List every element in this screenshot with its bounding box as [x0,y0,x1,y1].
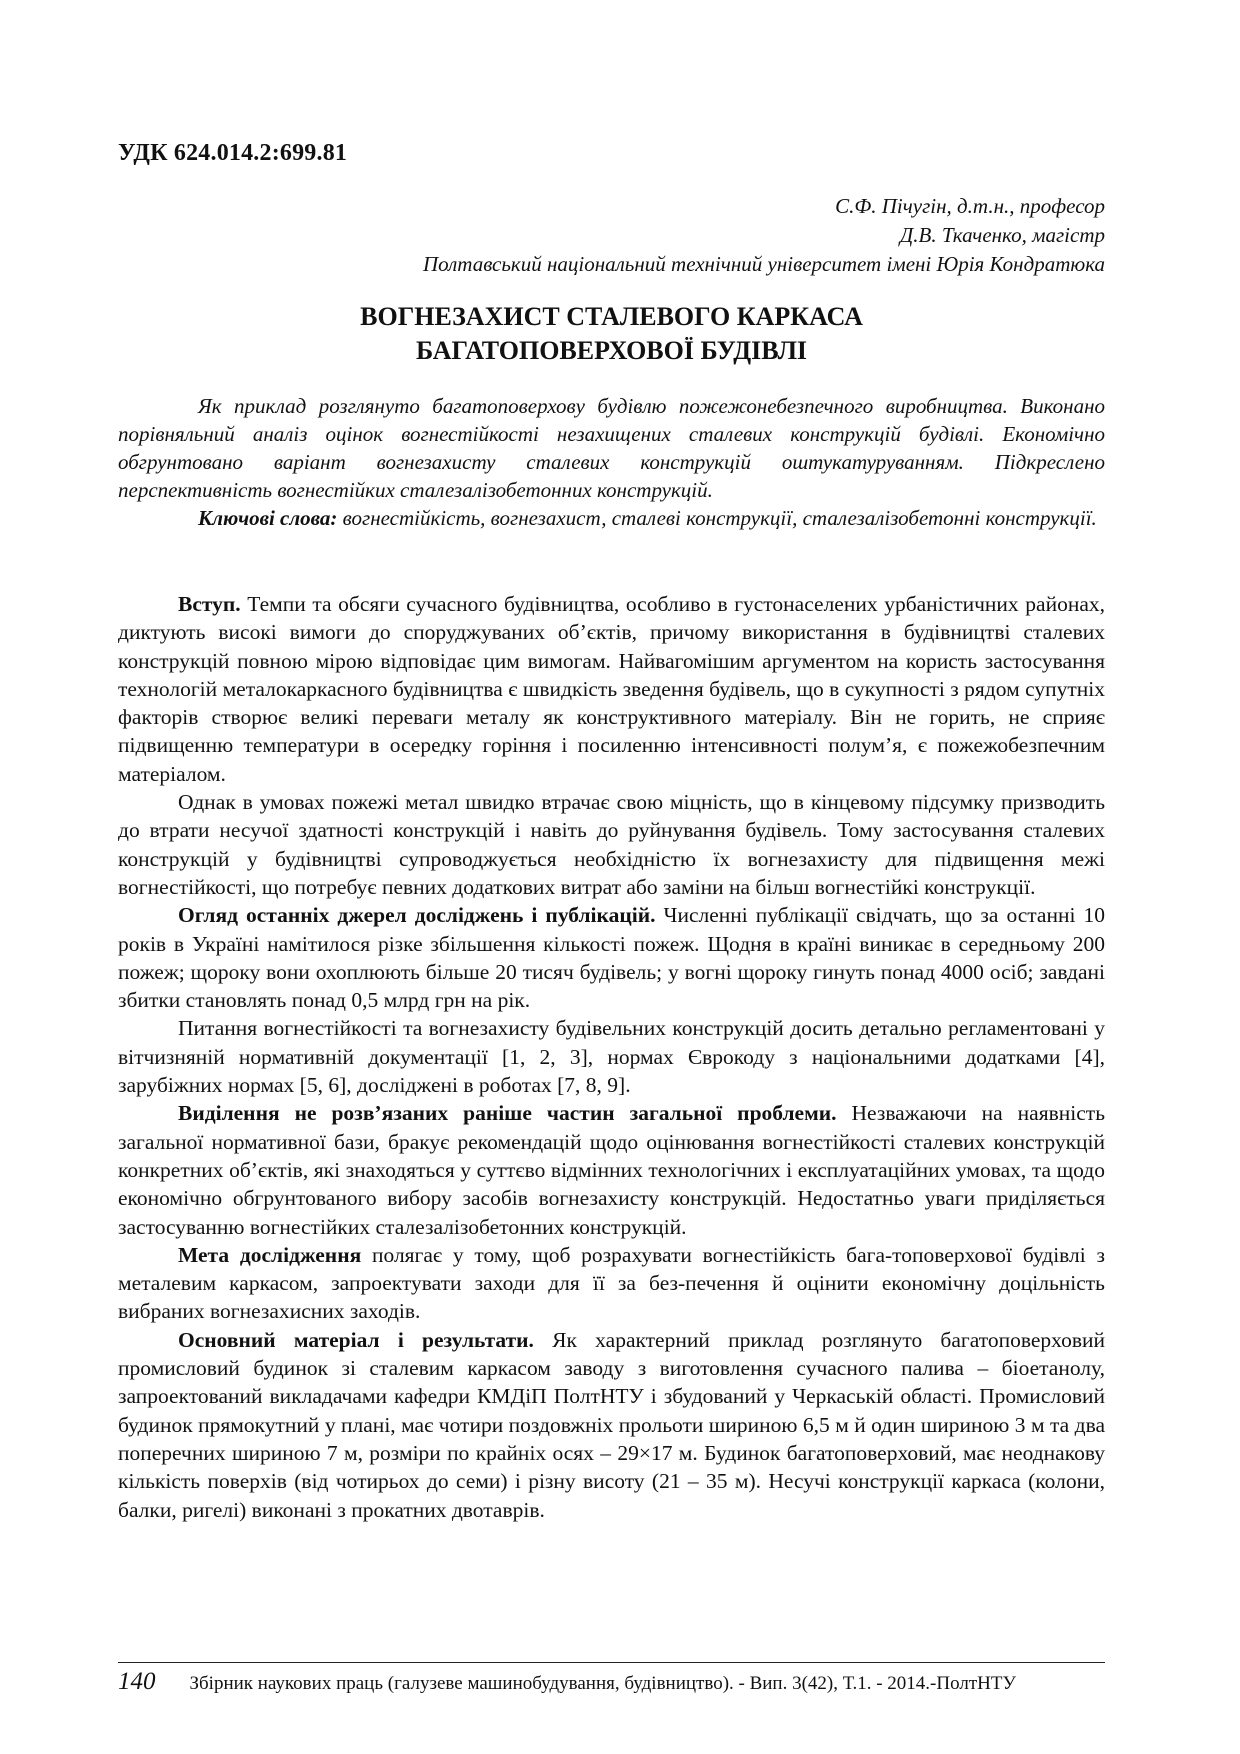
paragraph-4 [118,1014,1105,1099]
paragraph-text: Темпи та обсяги сучасного будівництва, особливо в густонаселених урбаністичних районах, диктують високі вимоги до споруджуваних об’єктів, причому використання в будівництві сталевих конструкцій повною мірою відповідає цим вимогам. Найвагомішим аргументом на користь застосування технологій металокаркасного будівництва є швидкість зведення будівель, що в сукупності з рядом супутніх факторів створює великі переваги металу як конструктивного матеріалу. Він не горить, не сприяє підвищенню температури в осередку горіння і посиленню інтенсивності полум’я, є пожежобезпечним матеріалом. [118,592,1105,786]
keywords-label: Ключові слова: [198,506,338,530]
paragraph-2 [118,788,1105,901]
paragraph-lead: Огляд останніх джерел досліджень і публікацій. [178,903,656,928]
paragraph-text: Численні публікації свідчать, що за останні 10 років в Україні намітилося різке збільшення кількості пожеж. Щодня в країні виникає в середньому 200 пожеж; щороку вони охоплюють більше 20 тисяч будівель; у вогні щороку гинуть понад 4000 осіб; завдані збитки становлять понад 0,5 млрд грн на рік. [118,903,1105,1013]
author-2: Д.В. Ткаченко, магістр [899,223,1105,247]
paragraph-problem [118,1099,1105,1240]
affiliation: Полтавський національний технічний університет імені Юрія Кондратюка [422,252,1105,276]
paragraph-text: Незважаючи на наявність загальної нормативної бази, бракує рекомендацій щодо оцінювання вогнестійкості сталевих конструкцій конкретних об’єктів, які знаходяться у суттєво відмінних технологічних і експлуатаційних умовах, та щодо економічно обгрунтованого вибору засобів вогнезахисту конструкцій. Недостатньо уваги приділяється застосуванню вогнестійких сталезалізобетонних конструкцій. [118,1101,1105,1239]
article-title [118,300,1105,368]
paragraph-review [118,901,1105,1014]
paragraph-text: Як характерний приклад розглянуто багатоповерховий промисловий будинок зі сталевим каркасом заводу з виготовлення сучасного палива – біоетанолу, запроектований викладачами кафедри КМДіП ПолтНТУ і збудований у Черкаській області. Промисловий будинок прямокутний у плані, має чотири поздовжніх прольоти шириною 6,5 м й один шириною 3 м та два поперечних шириною 7 м, розміри по крайніх осях – 29×17 м. Будинок багатоповерховий, має неоднакову кількість поверхів (від чотирьох до семи) і різну висоту (21 – 35 м). Несучі конструкції каркаса (колони, балки, ригелі) виконані з прокатних двотаврів. [118,1327,1106,1522]
author-1: С.Ф. Пічугін, д.т.н., професор [835,194,1105,218]
paragraph-text: полягає у тому, щоб розрахувати вогнестійкість бага-топоверхової будівлі з металевим каркасом, запроектувати заходи для її за без-печення й оцінити економічну доцільність вибраних вогнезахисних заходів. [118,1242,1105,1324]
paragraph-intro [118,590,1105,788]
abstract-text: Як приклад розглянуто багатоповерхову будівлю пожежонебезпечного виробництва. Виконано порівняльний аналіз оцінок вогнестійкості незахищених сталевих конструкцій будівлі. Економічно обгрунтовано варіант вогнезахисту сталевих конструкцій оштукатуруванням. Підкреслено перспективність вогнестійких сталезалізобетонних конструкцій. [118,394,1105,502]
keywords [118,504,1105,532]
body-text [118,590,1105,1524]
author-block [423,192,1105,279]
paragraph-lead: Мета дослідження [178,1242,362,1267]
journal-citation: Збірник наукових праць (галузеве машинобудування, будівництво). - Вип. 3(42), Т.1. - 2014.-ПолтНТУ [189,1673,1016,1694]
title-line-1: ВОГНЕЗАХИСТ СТАЛЕВОГО КАРКАСА [360,302,863,331]
paragraph-goal [118,1241,1105,1326]
paragraph-results [118,1326,1105,1524]
paragraph-text: Питання вогнестійкості та вогнезахисту будівельних конструкцій досить детально регламентовані у вітчизняній нормативній документації [1, 2, 3], нормах Єврокоду з національними додатками [4], зарубіжних нормах [5, 6], досліджені в роботах [7, 8, 9]. [118,1016,1105,1098]
udc-code: УДК 624.014.2:699.81 [118,140,348,166]
page-footer [118,1668,1105,1696]
paragraph-text: Однак в умовах пожежі метал швидко втрачає свою міцність, що в кінцевому підсумку призводить до втрати несучої здатності конструкцій і навіть до руйнування будівель. Тому застосування сталевих конструкцій у будівництві супроводжується необхідністю їх вогнезахисту для підвищення межі вогнестійкості, що потребує певних додаткових витрат або заміни на більш вогнестійкі конструкції. [118,790,1105,899]
abstract [118,392,1105,532]
title-line-2: БАГАТОПОВЕРХОВОЇ БУДІВЛІ [415,336,808,365]
paragraph-lead: Виділення не розв’язаних раніше частин загальної проблеми. [178,1101,837,1126]
page-number: 140 [118,1668,156,1695]
footer-divider [118,1662,1105,1663]
paragraph-lead: Вступ. [178,592,241,616]
keywords-text: вогнестійкість, вогнезахист, сталеві конструкції, сталезалізобетонні конструкції. [337,506,1097,530]
paragraph-lead: Основний матеріал і результати. [178,1327,534,1352]
